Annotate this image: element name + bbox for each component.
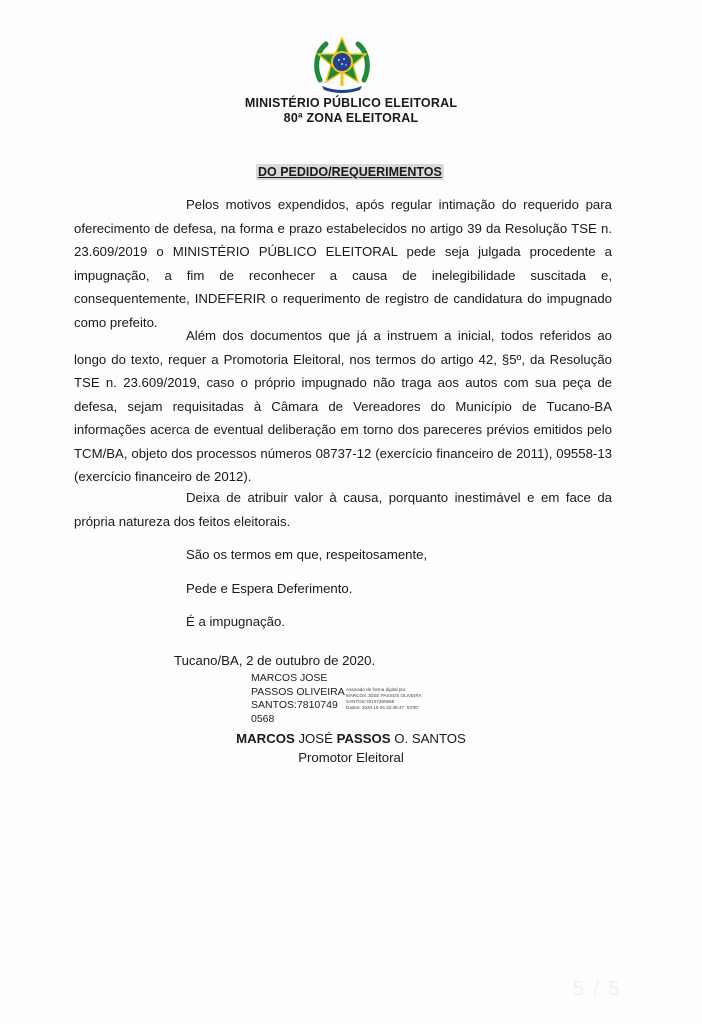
sig-name-line: PASSOS OLIVEIRA [251, 685, 345, 698]
closing-line-1: São os termos em que, respeitosamente, [186, 547, 428, 562]
signer-role: Promotor Eleitoral [298, 750, 404, 765]
dateline: Tucano/BA, 2 de outubro de 2020. [174, 653, 376, 668]
signer-block [0, 729, 702, 767]
signer-name-part: MARCOS [236, 731, 295, 746]
closing-line-2: Pede e Espera Deferimento. [186, 581, 353, 596]
digital-signature-note [346, 687, 422, 711]
paragraph-1: Pelos motivos expendidos, após regular intimação do requerido para oferecimento de defesa, na forma e prazo estabelecidos no artigo 39 da Resolução TSE n. 23.609/2019 o MINISTÉRIO PÚBLICO ELEITORAL pede seja julgada procedente a impugnação, a fim de reconhecer a causa de inelegibilidade suscitada e, consequentemente, INDEFERIR o requerimento de registro de candidatura do impugnado como prefeito. [74, 197, 612, 330]
signer-name-part: PASSOS [336, 731, 391, 746]
sig-name-line: MARCOS JOSE [251, 672, 328, 684]
digital-signature-name [251, 672, 345, 726]
org-name: MINISTÉRIO PÚBLICO ELEITORAL [244, 96, 458, 110]
signer-name-part: JOSÉ [294, 731, 337, 746]
sig-note-line: MARCOS JOSE PASSOS OLIVEIRA [346, 693, 422, 698]
zone-name: 80ª ZONA ELEITORAL [283, 111, 419, 125]
coat-of-arms-icon [312, 36, 372, 94]
sig-note-line: Dados: 2020.10.04 22:38:47 -03'00' [346, 705, 419, 710]
sig-name-line: SANTOS:7810749 [251, 699, 338, 711]
paragraph-3: Deixa de atribuir valor à causa, porquanto inestimável e em face da própria natureza dos feitos eleitorais. [74, 490, 612, 529]
signer-name [0, 729, 702, 748]
sig-note-line: SANTOS:78107490568 [346, 699, 395, 704]
section-title: DO PEDIDO/REQUERIMENTOS [258, 165, 442, 179]
sig-note-line: Assinado de forma digital por [346, 687, 406, 692]
closing-line-3: É a impugnação. [186, 614, 285, 629]
signer-name-part: O. SANTOS [390, 731, 466, 746]
page-marker: 5 / 5 [573, 978, 622, 1000]
document-header [0, 96, 702, 126]
paragraph-2: Além dos documentos que já a instruem a inicial, todos referidos ao longo do texto, requer a Promotoria Eleitoral, nos termos do artigo 42, §5º, da Resolução TSE n. 23.609/2019, caso o próprio impugnado não traga aos autos com sua peça de defesa, sejam requisitadas à Câmara de Vereadores do Município de Tucano-BA informações acerca de eventual deliberação em torno dos pareceres prévios emitidos pelo TCM/BA, objeto dos processos números 08737-12 (exercício financeiro de 2011), 09558-13 (exercício financeiro de 2012). [74, 328, 612, 484]
sig-name-line: 0568 [251, 712, 275, 725]
